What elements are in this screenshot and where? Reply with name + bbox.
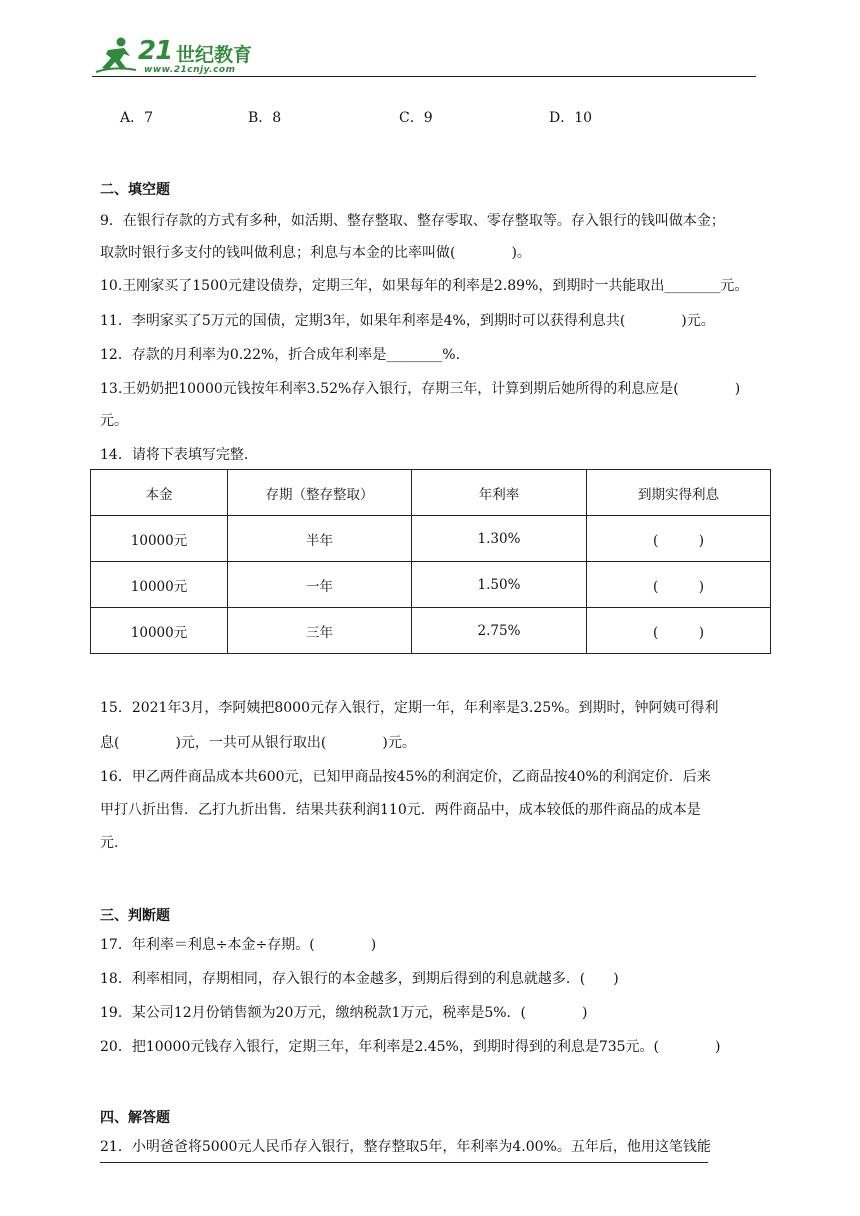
interest-table [90, 469, 771, 654]
table-cell: 10000元 [91, 562, 228, 608]
answer-blank: ( ) [587, 562, 771, 608]
runner-logo-icon [94, 36, 138, 76]
question-line: 17．年利率＝利息÷本金÷存期。( ) [100, 937, 377, 953]
table-cell: 2.75% [412, 608, 587, 654]
answer-blank: ( ) [587, 516, 771, 562]
question-line: 元。 [100, 413, 128, 429]
question-line: 20．把10000元钱存入银行，定期三年，年利率是2.45%，到期时得到的利息是735元。( ) [100, 1039, 721, 1055]
question-line: 18．利率相同，存期相同，存入银行的本金越多，到期后得到的利息就越多．( ) [100, 971, 619, 987]
question-line: 12．存款的月利率为0.22%，折合成年利率是________%. [100, 347, 461, 363]
question-line: 甲打八折出售．乙打九折出售．结果共获利润110元．两件商品中，成本较低的那件商品的成本是 [100, 802, 701, 818]
page-header [92, 34, 756, 78]
table-cell: 1.50% [412, 562, 587, 608]
question-line: 19．某公司12月份销售额为20万元，缴纳税款1万元，税率是5%．( ) [100, 1005, 588, 1021]
table-cell: 10000元 [91, 608, 228, 654]
question-line: 9．在银行存款的方式有多种，如活期、整存整取、整存零取、零存整取等。存入银行的钱叫做本金； [100, 213, 725, 229]
question-line: 11．李明家买了5万元的国债，定期3年，如果年利率是4%，到期时可以获得利息共( )元。 [100, 313, 715, 329]
question-line: 13.王奶奶把10000元钱按年利率3.52%存入银行，存期三年，计算到期后她所得的利息应是( ) [100, 381, 741, 397]
option-b: B．8 [248, 110, 282, 126]
option-d: D．10 [549, 110, 593, 126]
option-c: C．9 [399, 110, 433, 126]
question-line: 15．2021年3月，李阿姨把8000元存入银行，定期一年，年利率是3.25%。到期时，钟阿姨可得利 [100, 700, 719, 716]
table-cell: 半年 [228, 516, 412, 562]
section-title-fill-blank: 二、填空题 [100, 182, 170, 198]
footer-rule [100, 1162, 708, 1163]
logo-number: 21 [138, 36, 173, 66]
option-a: A．7 [120, 110, 154, 126]
section-title-true-false: 三、判断题 [100, 908, 170, 924]
section-title-word-problems: 四、解答题 [100, 1110, 170, 1126]
table-row [91, 516, 771, 562]
table-cell: 1.30% [412, 516, 587, 562]
question-line: 取款时银行多支付的钱叫做利息；利息与本金的比率叫做( )。 [100, 245, 531, 261]
logo [92, 34, 272, 78]
table-header-row [91, 470, 771, 516]
header-rule [92, 76, 756, 77]
table-header-cell: 到期实得利息 [587, 470, 771, 516]
table-cell: 10000元 [91, 516, 228, 562]
table-row [91, 608, 771, 654]
table-cell: 三年 [228, 608, 412, 654]
answer-blank: ( ) [587, 608, 771, 654]
question-line: 14．请将下表填写完整. [100, 447, 249, 463]
table-header-cell: 本金 [91, 470, 228, 516]
question-line: 息( )元，一共可从银行取出( )元。 [100, 735, 416, 751]
question-line: 10.王刚家买了1500元建设债券，定期三年，如果每年的利率是2.89%，到期时一共能取出________元。 [100, 278, 749, 294]
logo-url: www.21cnjy.com [144, 65, 236, 75]
table-header-cell: 存期（整存整取） [228, 470, 412, 516]
question-line: 元. [100, 835, 119, 851]
question-line: 16．甲乙两件商品成本共600元，已知甲商品按45%的利润定价，乙商品按40%的利润定价．后来 [100, 769, 711, 785]
table-row [91, 562, 771, 608]
table-header-cell: 年利率 [412, 470, 587, 516]
question-line: 21．小明爸爸将5000元人民币存入银行，整存整取5年，年利率为4.00%。五年后，他用这笔钱能 [100, 1139, 711, 1155]
logo-text: 世纪教育 [176, 44, 253, 66]
table-cell: 一年 [228, 562, 412, 608]
